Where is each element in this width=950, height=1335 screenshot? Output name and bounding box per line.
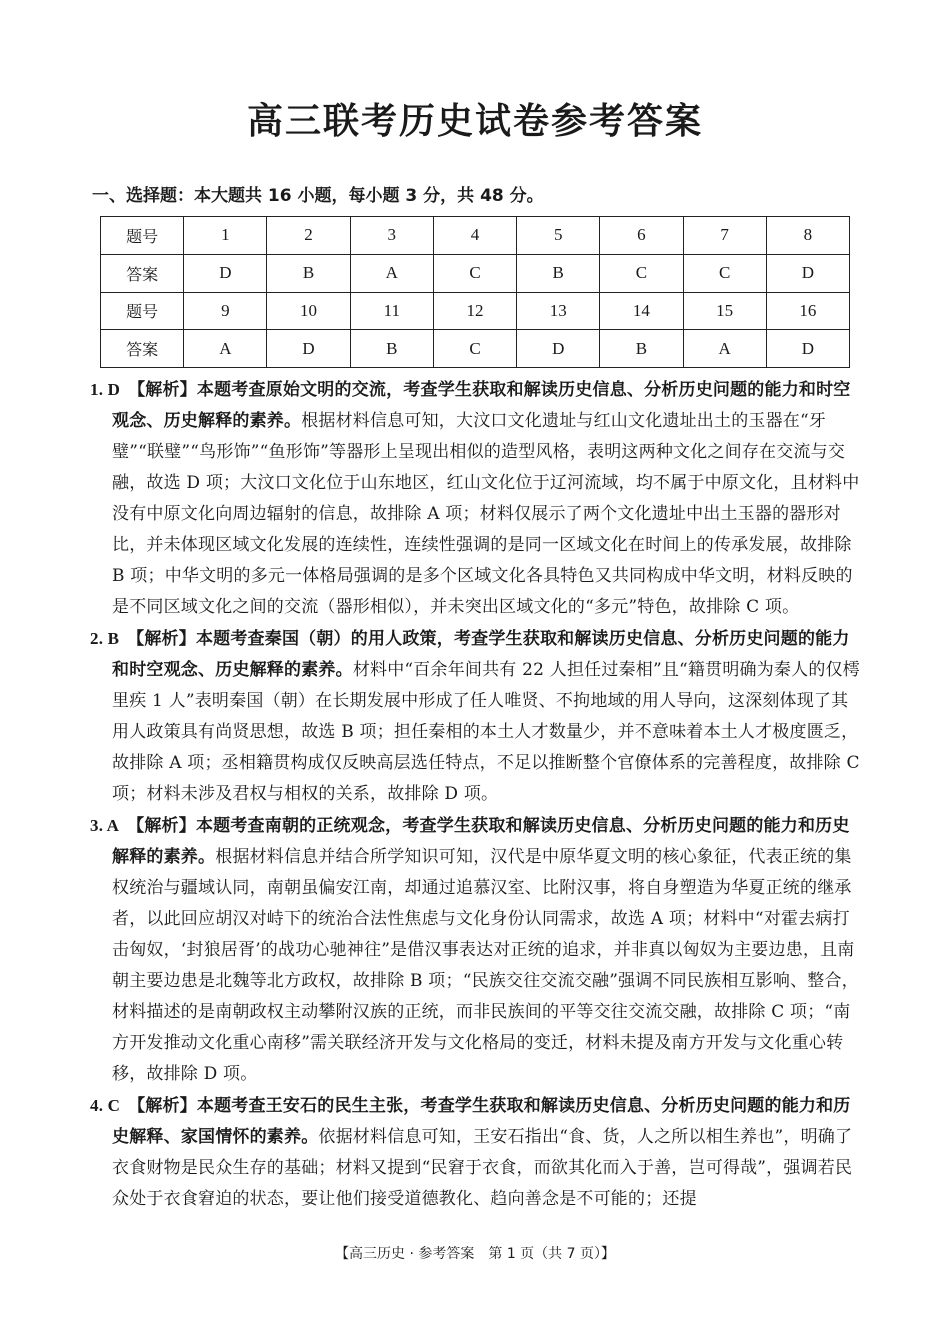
table-cell: 10 [267, 292, 350, 330]
table-cell: C [433, 254, 516, 292]
table-cell: 13 [517, 292, 600, 330]
explanation-item [90, 374, 862, 623]
table-row [101, 292, 850, 330]
explanation-item [90, 623, 862, 810]
row-label: 答案 [101, 330, 184, 368]
table-row [101, 330, 850, 368]
explanations [90, 374, 862, 1215]
table-cell: A [683, 330, 766, 368]
row-label: 题号 [101, 217, 184, 255]
table-cell: C [433, 330, 516, 368]
answer-table [100, 216, 850, 368]
row-label: 答案 [101, 254, 184, 292]
explanation-tag: 【解析】 [128, 380, 197, 400]
table-cell: 14 [600, 292, 683, 330]
row-label: 题号 [101, 292, 184, 330]
table-cell: B [600, 330, 683, 368]
explanation-lead: 本题考查秦国（朝）的用人政策，考查学生获取和解读历史信息、分析历史问题的能力和时空观念、历史解释的素养。 [112, 629, 850, 680]
table-cell: 2 [267, 217, 350, 255]
page-footer: 【高三历史 · 参考答案 第 1 页（共 7 页）】 [335, 1246, 615, 1262]
table-row [101, 254, 850, 292]
table-cell: B [350, 330, 433, 368]
explanation-lead: 本题考查王安石的民生主张，考查学生获取和解读历史信息、分析历史问题的能力和历史解释、家国情怀的素养。 [112, 1096, 851, 1147]
table-cell: A [350, 254, 433, 292]
table-cell: 12 [433, 292, 516, 330]
table-cell: D [766, 330, 849, 368]
table-cell: D [184, 254, 267, 292]
explanation-lead: 本题考查原始文明的交流，考查学生获取和解读历史信息、分析历史问题的能力和时空观念、历史解释的素养。 [112, 380, 851, 431]
table-cell: 16 [766, 292, 849, 330]
explanation-body: 材料中“百余年间共有 22 人担任过秦相”且“籍贯明确为秦人的仅樗里疾 1 人”表明秦国（朝）在长期发展中形成了任人唯贤、不拘地域的用人导向，这深刻体现了其用人政策具有尚贤思想，故选 B 项；担任秦相的本土人才数量少，并不意味着本土人才极度匮乏，故排除 A 项；丞相籍贯构成仅反映高层选任特点，不足以推断整个官僚体系的完善程度，故排除 C 项；材料未涉及君权与相权的关系，故排除 D 项。 [112, 660, 860, 804]
table-cell: 15 [683, 292, 766, 330]
explanation-num: 3. A [90, 816, 120, 835]
explanation-lead: 本题考查南朝的正统观念，考查学生获取和解读历史信息、分析历史问题的能力和历史解释的素养。 [112, 816, 850, 867]
explanation-body: 根据材料信息并结合所学知识可知，汉代是中原华夏文明的核心象征，代表正统的集权统治与疆域认同，南朝虽偏安江南，却通过追慕汉室、比附汉事，将自身塑造为华夏正统的继承者，以此回应胡汉对峙下的统治合法性焦虑与文化身份认同需求，故选 A 项；材料中“对霍去病打击匈奴，‘封狼居胥’的战功心驰神往”是借汉事表达对正统的追求，并非真以匈奴为主要边患，且南朝主要边患是北魏等北方政权，故排除 B 项；“民族交往交流交融”强调不同民族相互影响、整合，材料描述的是南朝政权主动攀附汉族的正统，而非民族间的平等交往交流交融，故排除 C 项；“南方开发推动文化重心南移”需关联经济开发与文化格局的变迁，材料未提及南方开发与文化重心转移，故排除 D 项。 [112, 847, 859, 1084]
table-cell: C [683, 254, 766, 292]
explanation-num: 2. B [90, 629, 120, 648]
explanation-tag: 【解析】 [127, 629, 196, 649]
explanation-num: 1. D [90, 380, 121, 399]
table-cell: 5 [517, 217, 600, 255]
explanation-item [90, 1090, 862, 1215]
table-cell: A [184, 330, 267, 368]
table-cell: C [600, 254, 683, 292]
explanation-body: 依据材料信息可知，王安石指出“食、货，人之所以相生养也”，明确了衣食财物是民众生存的基础；材料又提到“民窘于衣食，而欲其化而入于善，岂可得哉”，强调若民众处于衣食窘迫的状态，要让他们接受道德教化、趋向善念是不可能的；还提 [112, 1127, 853, 1209]
table-cell: 4 [433, 217, 516, 255]
table-cell: 8 [766, 217, 849, 255]
table-cell: 7 [683, 217, 766, 255]
table-cell: D [766, 254, 849, 292]
table-row [101, 217, 850, 255]
table-cell: 6 [600, 217, 683, 255]
explanation-tag: 【解析】 [128, 1096, 197, 1116]
table-cell: B [267, 254, 350, 292]
page-title: 高三联考历史试卷参考答案 [246, 101, 703, 142]
table-cell: 3 [350, 217, 433, 255]
explanation-tag: 【解析】 [127, 816, 196, 836]
table-cell: D [267, 330, 350, 368]
table-cell: 1 [184, 217, 267, 255]
table-cell: D [517, 330, 600, 368]
table-cell: 9 [184, 292, 267, 330]
table-cell: B [517, 254, 600, 292]
explanation-item [90, 810, 862, 1090]
table-cell: 11 [350, 292, 433, 330]
explanation-num: 4. C [90, 1096, 121, 1115]
explanation-body: 根据材料信息可知，大汶口文化遗址与红山文化遗址出土的玉器在“牙璧”“联璧”“鸟形饰”“鱼形饰”等器形上呈现出相似的造型风格，表明这两种文化之间存在交流与交融，故选 D 项；大汶口文化位于山东地区，红山文化位于辽河流域，均不属于中原文化，且材料中没有中原文化向周边辐射的信息，故排除 A 项；材料仅展示了两个文化遗址中出土玉器的器形对比，并未体现区域文化发展的连续性，连续性强调的是同一区域文化在时间上的传承发展，故排除 B 项；中华文明的多元一体格局强调的是多个区域文化各具特色又共同构成中华文明，材料反映的是不同区域文化之间的交流（器形相似），并未突出区域文化的“多元”特色，故排除 C 项。 [112, 411, 860, 617]
section-heading: 一、选择题：本大题共 16 小题，每小题 3 分，共 48 分。 [92, 186, 544, 206]
